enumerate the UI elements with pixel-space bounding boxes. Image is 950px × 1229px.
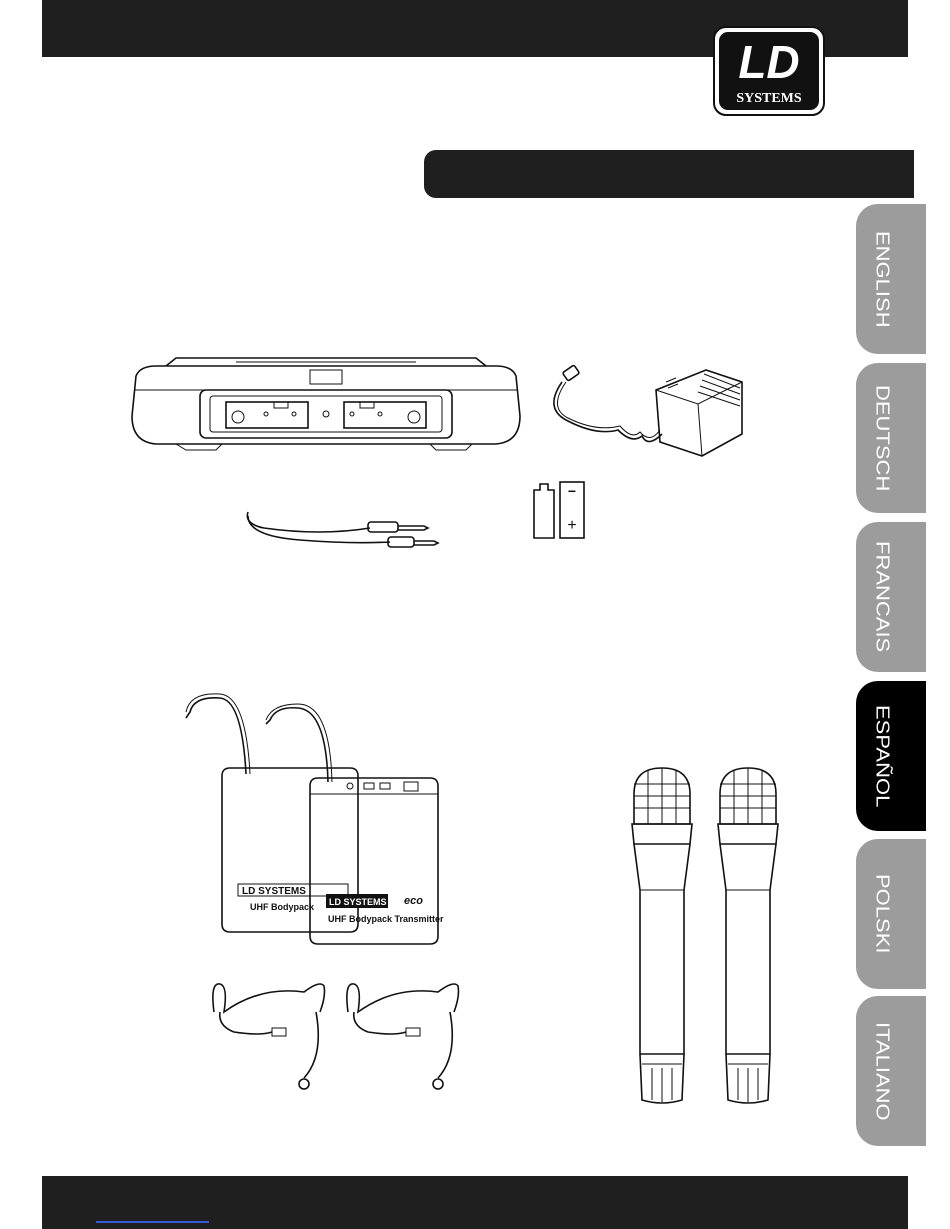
tab-francais[interactable] xyxy=(856,522,926,672)
instrument-cable-illustration xyxy=(240,502,440,552)
headset-microphones-illustration xyxy=(200,976,460,1096)
power-adapter-illustration xyxy=(536,360,746,464)
bodypack-transmitters-illustration xyxy=(180,690,450,950)
handheld-microphones-illustration xyxy=(618,764,794,1112)
tab-deutsch[interactable] xyxy=(856,363,926,513)
receiver-illustration xyxy=(126,356,526,456)
tab-francais-label: FRANCAIS xyxy=(872,541,893,653)
tab-espanol-label: ESPAÑOL xyxy=(872,704,893,808)
bodypack-back-brand: LD SYSTEMS xyxy=(242,886,306,897)
bodypack-front-brand: LD SYSTEMS xyxy=(329,897,387,907)
logo-ld-text: LD xyxy=(738,36,800,88)
batteries-illustration xyxy=(528,480,588,542)
tab-espanol[interactable] xyxy=(856,681,926,831)
battery-minus-label: − xyxy=(567,483,577,499)
bodypack-back-label: UHF Bodypack xyxy=(250,902,315,912)
tab-english-label: ENGLISH xyxy=(872,230,893,328)
tab-italiano[interactable] xyxy=(856,996,926,1146)
battery-plus-label: + xyxy=(567,517,577,534)
tab-polski-label: POLSKI xyxy=(872,874,893,954)
section-header-bar xyxy=(424,150,914,198)
tab-polski[interactable] xyxy=(856,839,926,989)
tab-deutsch-label: DEUTSCH xyxy=(872,384,893,492)
bodypack-eco-mark: eco xyxy=(404,895,423,907)
bottom-link-underline xyxy=(96,1221,209,1223)
logo-systems-text: SYSTEMS xyxy=(736,91,802,106)
tab-italiano-label: ITALIANO xyxy=(872,1021,893,1121)
ld-systems-logo xyxy=(713,26,825,116)
tab-english[interactable] xyxy=(856,204,926,354)
bodypack-front-label: UHF Bodypack Transmitter xyxy=(328,914,444,924)
